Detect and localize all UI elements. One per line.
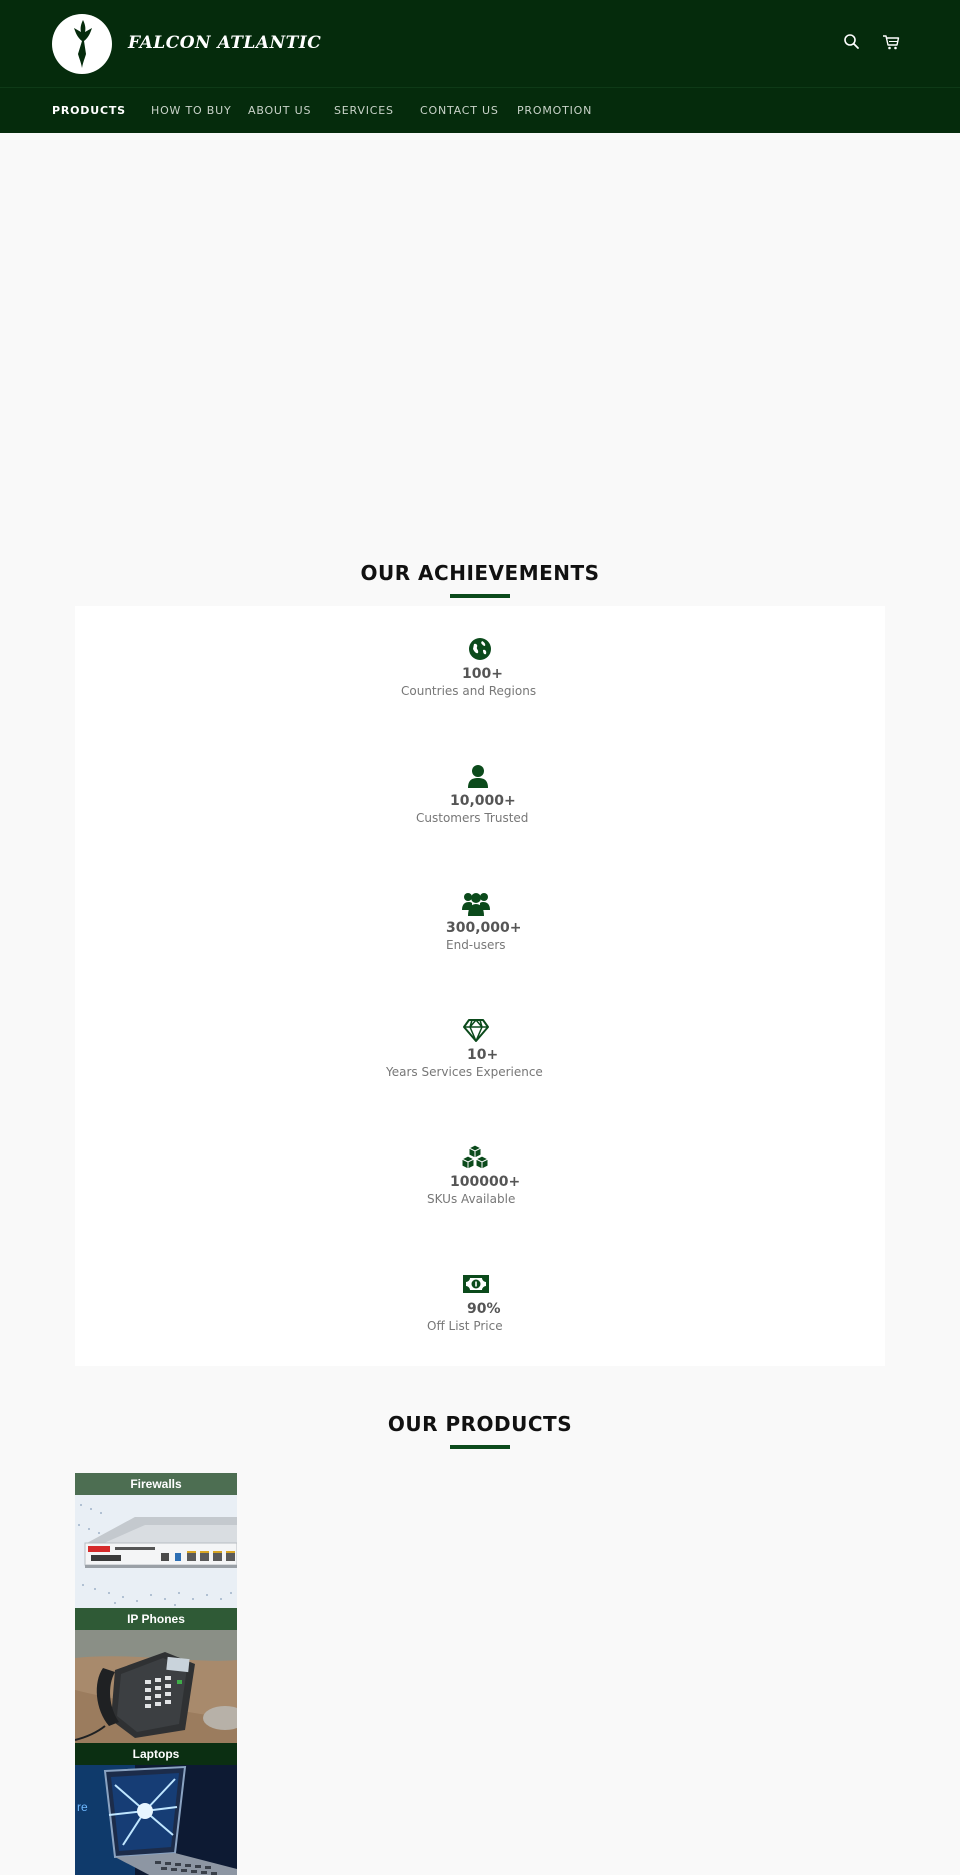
product-tile-firewalls[interactable] (75, 1473, 237, 1608)
achievements-title: OUR ACHIEVEMENTS (360, 561, 600, 585)
achievement-label: SKUs Available (427, 1192, 516, 1206)
nav-item-services[interactable]: SERVICES (334, 104, 394, 117)
product-label: Laptops (75, 1743, 237, 1765)
achievement-item (75, 1017, 885, 1117)
nav-item-products[interactable]: PRODUCTS (52, 104, 126, 117)
achievement-label: Years Services Experience (386, 1065, 543, 1079)
main-nav (0, 89, 960, 133)
money-icon (462, 1271, 490, 1297)
achievement-item (75, 1271, 885, 1371)
product-tile-laptops[interactable] (75, 1743, 237, 1875)
product-label: IP Phones (75, 1608, 237, 1630)
users-icon (462, 890, 490, 916)
achievement-value: 90% (467, 1301, 501, 1317)
achievement-item (75, 1144, 885, 1244)
achievements-panel (75, 606, 885, 1366)
products-title-underline (450, 1445, 510, 1449)
achievement-label: End-users (446, 938, 506, 952)
achievement-value: 300,000+ (446, 920, 522, 936)
achievement-item (75, 763, 885, 863)
svg-text:re: re (77, 1800, 88, 1814)
firewall-image (75, 1495, 237, 1608)
achievement-value: 10,000+ (450, 793, 516, 809)
achievement-label: Customers Trusted (416, 811, 529, 825)
product-label: Firewalls (75, 1473, 237, 1495)
site-header (0, 0, 960, 133)
achievement-value: 100+ (462, 666, 503, 682)
search-icon[interactable] (842, 32, 862, 52)
achievement-value: 10+ (467, 1047, 499, 1063)
achievements-title-underline (450, 594, 510, 598)
falcon-logo-icon (52, 14, 112, 74)
header-top-bar (0, 0, 960, 88)
globe-icon (466, 636, 494, 662)
nav-item-promotion[interactable]: PROMOTION (517, 104, 593, 117)
achievement-value: 100000+ (450, 1174, 521, 1190)
user-icon (464, 763, 492, 789)
falcon-logo[interactable] (52, 14, 112, 74)
achievement-label: Countries and Regions (401, 684, 537, 698)
products-title: OUR PRODUCTS (387, 1412, 573, 1436)
ip-phone-image (75, 1630, 237, 1743)
nav-item-about-us[interactable]: ABOUT US (248, 104, 312, 117)
laptop-image (75, 1765, 237, 1875)
cart-icon[interactable] (881, 32, 901, 52)
cubes-icon (461, 1144, 489, 1170)
brand-name[interactable]: FALCON ATLANTIC (128, 33, 322, 53)
achievement-label: Off List Price (427, 1319, 503, 1333)
nav-item-how-to-buy[interactable]: HOW TO BUY (151, 104, 232, 117)
achievement-item (75, 890, 885, 990)
diamond-icon (462, 1017, 490, 1043)
achievement-item (75, 636, 885, 736)
nav-item-contact-us[interactable]: CONTACT US (420, 104, 499, 117)
product-tile-ip-phones[interactable] (75, 1608, 237, 1743)
